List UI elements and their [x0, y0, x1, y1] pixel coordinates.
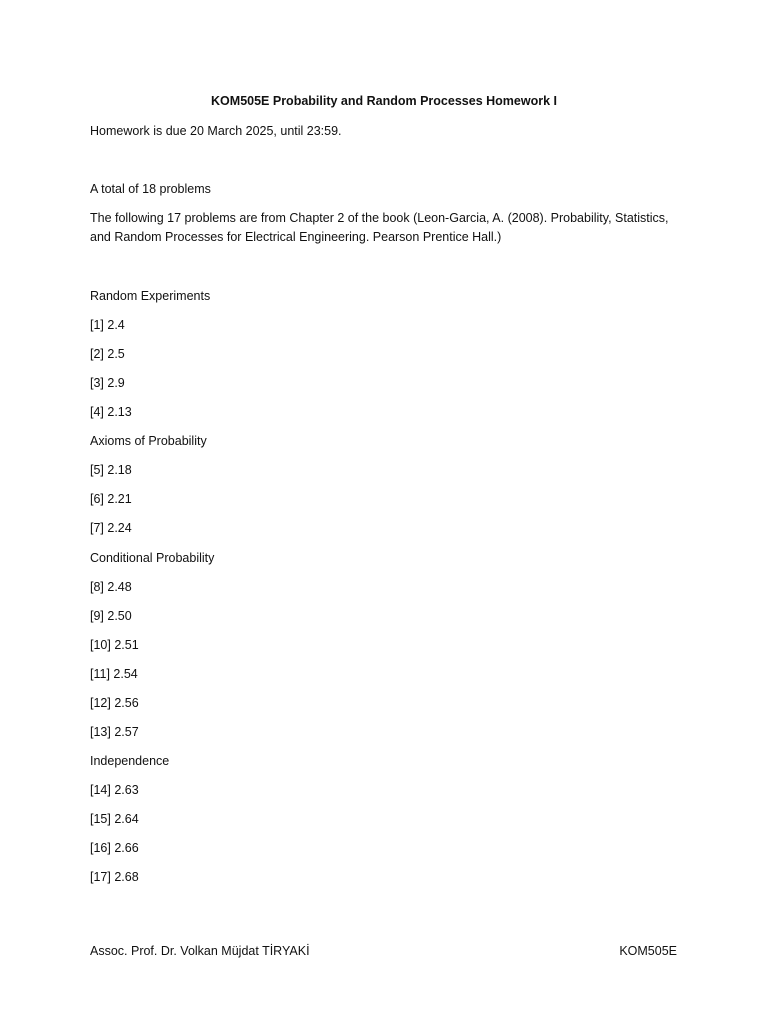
- problem-item: [13] 2.57: [90, 725, 139, 739]
- problem-item: [7] 2.24: [90, 521, 132, 535]
- due-date-text: Homework is due 20 March 2025, until 23:59.: [90, 124, 342, 138]
- section-heading-independence: Independence: [90, 754, 170, 768]
- section-heading-conditional-probability: Conditional Probability: [90, 551, 215, 565]
- problem-item: [5] 2.18: [90, 463, 132, 477]
- problem-item: [10] 2.51: [90, 638, 139, 652]
- problem-item: [9] 2.50: [90, 609, 132, 623]
- section-heading-axioms: Axioms of Probability: [90, 434, 207, 448]
- problem-item: [16] 2.66: [90, 841, 139, 855]
- problem-item: [3] 2.9: [90, 376, 125, 390]
- footer-author: Assoc. Prof. Dr. Volkan Müjdat TİRYAKİ: [90, 944, 310, 958]
- problem-total-text: A total of 18 problems: [90, 182, 211, 196]
- problem-item: [12] 2.56: [90, 696, 139, 710]
- problem-item: [6] 2.21: [90, 492, 132, 506]
- problem-item: [2] 2.5: [90, 347, 125, 361]
- intro-paragraph: The following 17 problems are from Chapter 2 of the book (Leon-Garcia, A. (2008). Probability, Statistics, and Random Processes for Electrical Engineering. Pearson Prentice Hall.): [90, 211, 669, 244]
- problem-item: [8] 2.48: [90, 580, 132, 594]
- problem-item: [17] 2.68: [90, 870, 139, 884]
- problem-item: [14] 2.63: [90, 783, 139, 797]
- problem-item: [4] 2.13: [90, 405, 132, 419]
- problem-item: [11] 2.54: [90, 667, 138, 681]
- footer-course-code: KOM505E: [619, 944, 677, 958]
- problem-item: [1] 2.4: [90, 318, 125, 332]
- section-heading-random-experiments: Random Experiments: [90, 289, 211, 303]
- problem-item: [15] 2.64: [90, 812, 139, 826]
- document-title: KOM505E Probability and Random Processes Homework I: [211, 94, 557, 108]
